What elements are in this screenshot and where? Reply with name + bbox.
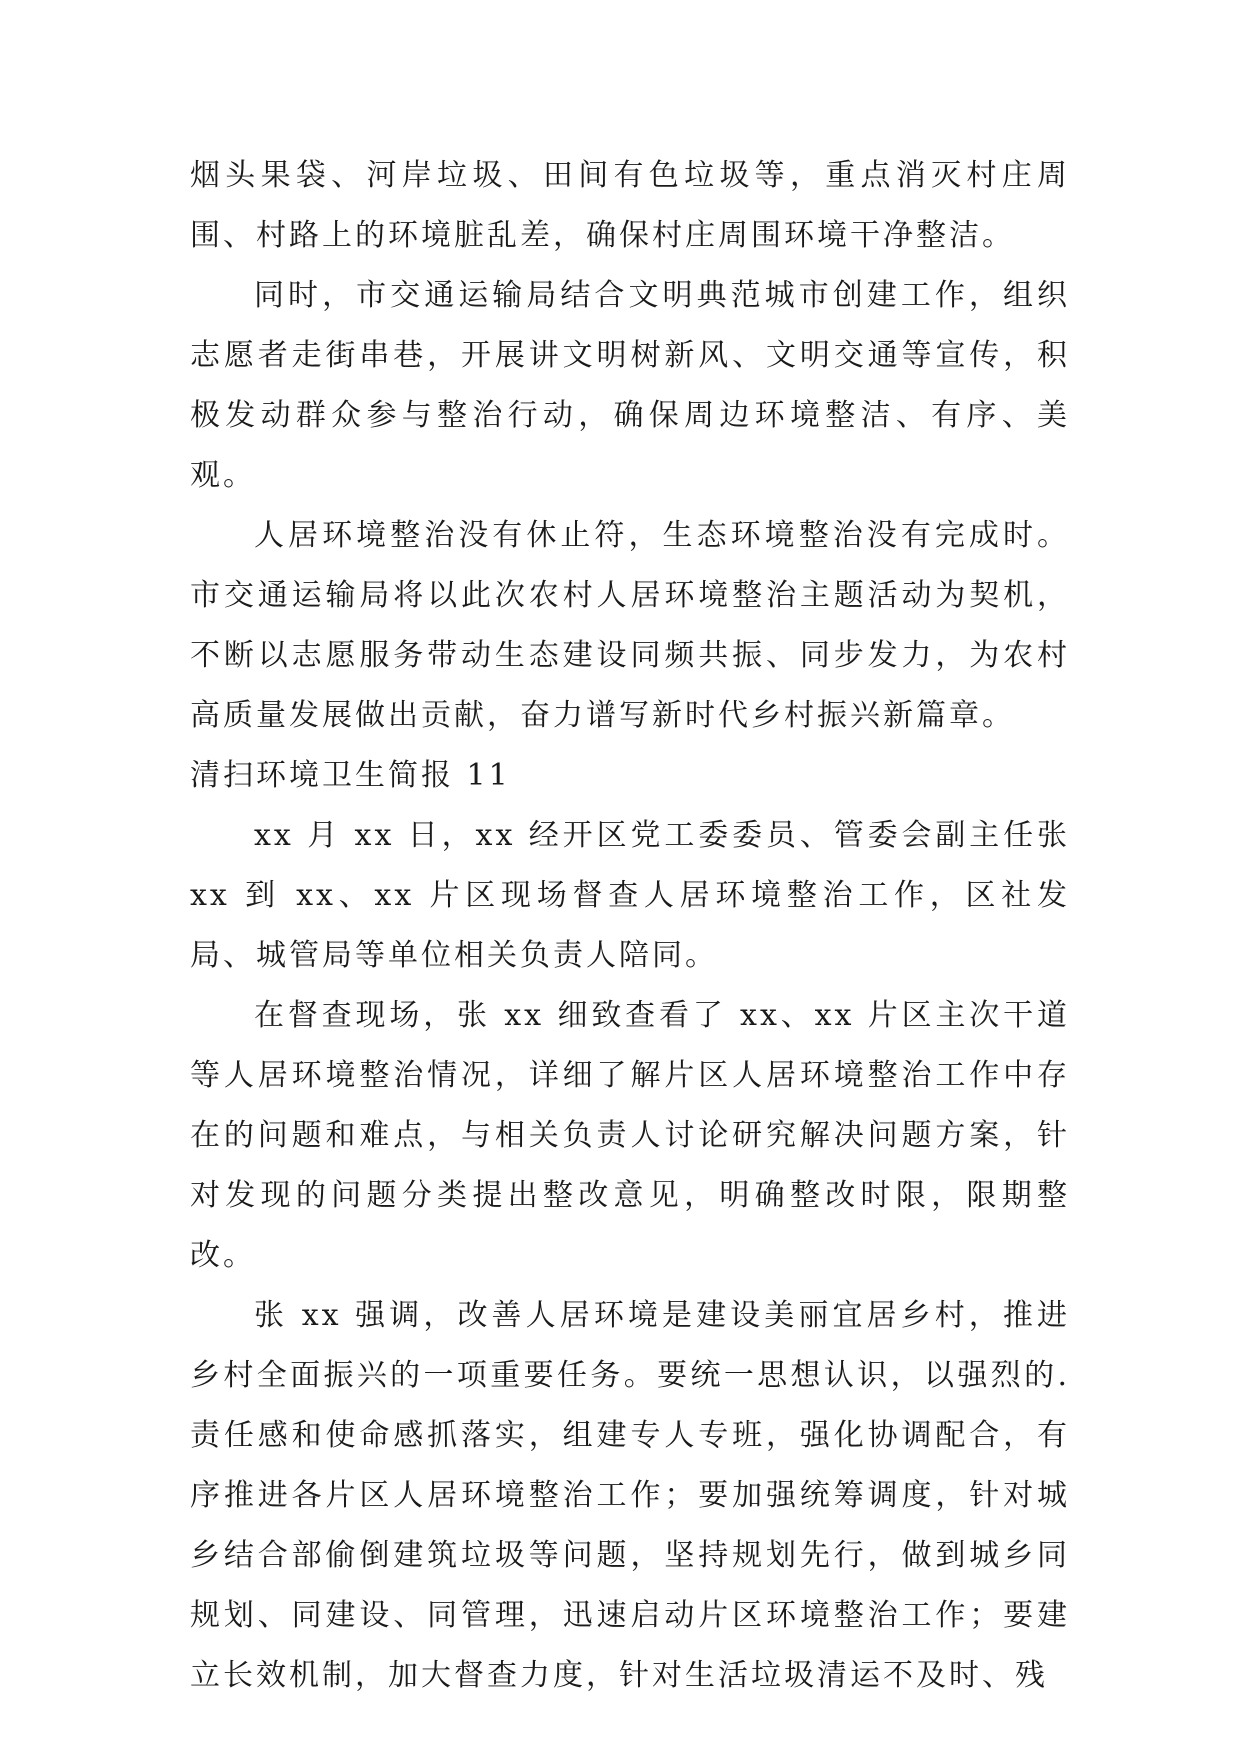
continuation-paragraph: 烟头果袋、河岸垃圾、田间有色垃圾等，重点消灭村庄周围、村路上的环境脏乱差，确保村庄周围环境干净整洁。: [190, 158, 1070, 253]
section-title: 清扫环境卫生简报 11: [190, 758, 511, 793]
document-page: [190, 146, 1070, 1706]
paragraph-inspection-visit: xx 月 xx 日，xx 经开区党工委委员、管委会副主任张 xx 到 xx、xx 片区现场督查人居环境整治工作，区社发局、城管局等单位相关负责人陪同。: [190, 818, 1070, 973]
paragraph-inspection-details: 在督查现场，张 xx 细致查看了 xx、xx 片区主次干道等人居环境整治情况，详细了解片区人居环境整治工作中存在的问题和难点，与相关负责人讨论研究解决问题方案，针对发现的问题分类提出整改意见，明确整改时限，限期整改。: [190, 998, 1070, 1273]
paragraph-emphasis: 张 xx 强调，改善人居环境是建设美丽宜居乡村，推进乡村全面振兴的一项重要任务。要统一思想认识，以强烈的.责任感和使命感抓落实，组建专人专班，强化协调配合，有序推进各片区人居环境整治工作；要加强统筹调度，针对城乡结合部偷倒建筑垃圾等问题，坚持规划先行，做到城乡同规划、同建设、同管理，迅速启动片区环境整治工作；要建立长效机制，加大督查力度，针对生活垃圾清运不及时、残: [190, 1298, 1070, 1693]
paragraph-conclusion: 人居环境整治没有休止符，生态环境整治没有完成时。市交通运输局将以此次农村人居环境整治主题活动为契机，不断以志愿服务带动生态建设同频共振、同步发力，为农村高质量发展做出贡献，奋力谱写新时代乡村振兴新篇章。: [190, 518, 1070, 733]
paragraph-civilization-campaign: 同时，市交通运输局结合文明典范城市创建工作，组织志愿者走街串巷，开展讲文明树新风、文明交通等宣传，积极发动群众参与整治行动，确保周边环境整洁、有序、美观。: [190, 278, 1070, 493]
